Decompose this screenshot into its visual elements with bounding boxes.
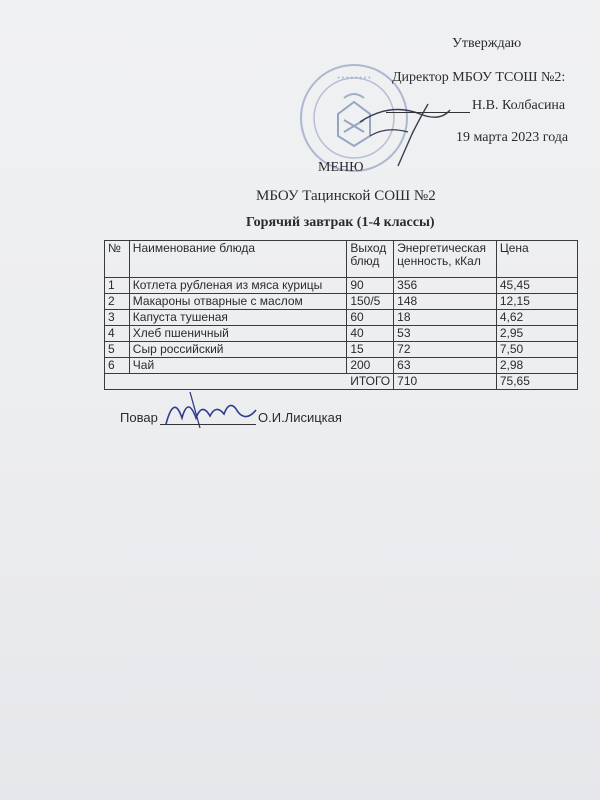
cell-price: 2,95: [496, 326, 577, 342]
table-row: [105, 278, 578, 294]
cook-signature: [160, 388, 260, 434]
menu-table: [104, 240, 578, 390]
cook-signature-line: [160, 424, 256, 425]
cell-number: 2: [105, 294, 130, 310]
svg-text:• • • • • • • •: • • • • • • • •: [337, 75, 371, 82]
cell-price: 4,62: [496, 310, 577, 326]
cell-portion: 40: [347, 326, 394, 342]
cell-energy: 356: [394, 278, 497, 294]
cell-portion: 200: [347, 358, 394, 374]
approval-line-3: Н.В. Колбасина: [472, 98, 566, 113]
cell-portion: 15: [347, 342, 394, 358]
approval-line-2: Директор МБОУ ТСОШ №2:: [392, 70, 566, 85]
col-energy: Энергетическая ценность, кКал: [394, 241, 497, 278]
approval-date: 19 марта 2023 года: [456, 130, 569, 145]
table-row: [105, 326, 578, 342]
cell-number: 4: [105, 326, 130, 342]
cell-price: 45,45: [496, 278, 577, 294]
cell-portion: 150/5: [347, 294, 394, 310]
total-price: 75,65: [496, 374, 577, 390]
cell-dish: Чай: [129, 358, 347, 374]
meal-title: Горячий завтрак (1-4 классы): [246, 215, 435, 230]
cell-number: 5: [105, 342, 130, 358]
table-row: [105, 358, 578, 374]
approval-signature-line: [386, 112, 470, 113]
cell-portion: 60: [347, 310, 394, 326]
table-row: [105, 294, 578, 310]
cell-energy: 72: [394, 342, 497, 358]
cell-portion: 90: [347, 278, 394, 294]
cell-price: 7,50: [496, 342, 577, 358]
col-price: Цена: [496, 241, 577, 278]
cell-energy: 53: [394, 326, 497, 342]
cell-number: 1: [105, 278, 130, 294]
approval-line-1: Утверждаю: [452, 36, 522, 51]
col-portion: Выход блюд: [347, 241, 394, 278]
cell-energy: 63: [394, 358, 497, 374]
school-name: МБОУ Тацинской СОШ №2: [256, 188, 436, 204]
cell-energy: 18: [394, 310, 497, 326]
cook-name: О.И.Лисицкая: [258, 410, 342, 425]
total-label: ИТОГО: [105, 374, 394, 390]
col-number: №: [105, 241, 130, 278]
cell-dish: Сыр российский: [129, 342, 347, 358]
table-header-row: [105, 241, 578, 278]
cell-dish: Капуста тушеная: [129, 310, 347, 326]
table-row: [105, 310, 578, 326]
cell-price: 2,98: [496, 358, 577, 374]
director-signature: [350, 92, 460, 172]
cell-number: 3: [105, 310, 130, 326]
cell-dish: Котлета рубленая из мяса курицы: [129, 278, 347, 294]
cell-dish: Макароны отварные с маслом: [129, 294, 347, 310]
cell-dish: Хлеб пшеничный: [129, 326, 347, 342]
cell-number: 6: [105, 358, 130, 374]
total-energy: 710: [394, 374, 497, 390]
col-dish-name: Наименование блюда: [129, 241, 347, 278]
cell-price: 12,15: [496, 294, 577, 310]
cell-energy: 148: [394, 294, 497, 310]
menu-title: МЕНЮ: [318, 160, 364, 175]
table-row: [105, 342, 578, 358]
cook-label: Повар: [120, 410, 158, 425]
